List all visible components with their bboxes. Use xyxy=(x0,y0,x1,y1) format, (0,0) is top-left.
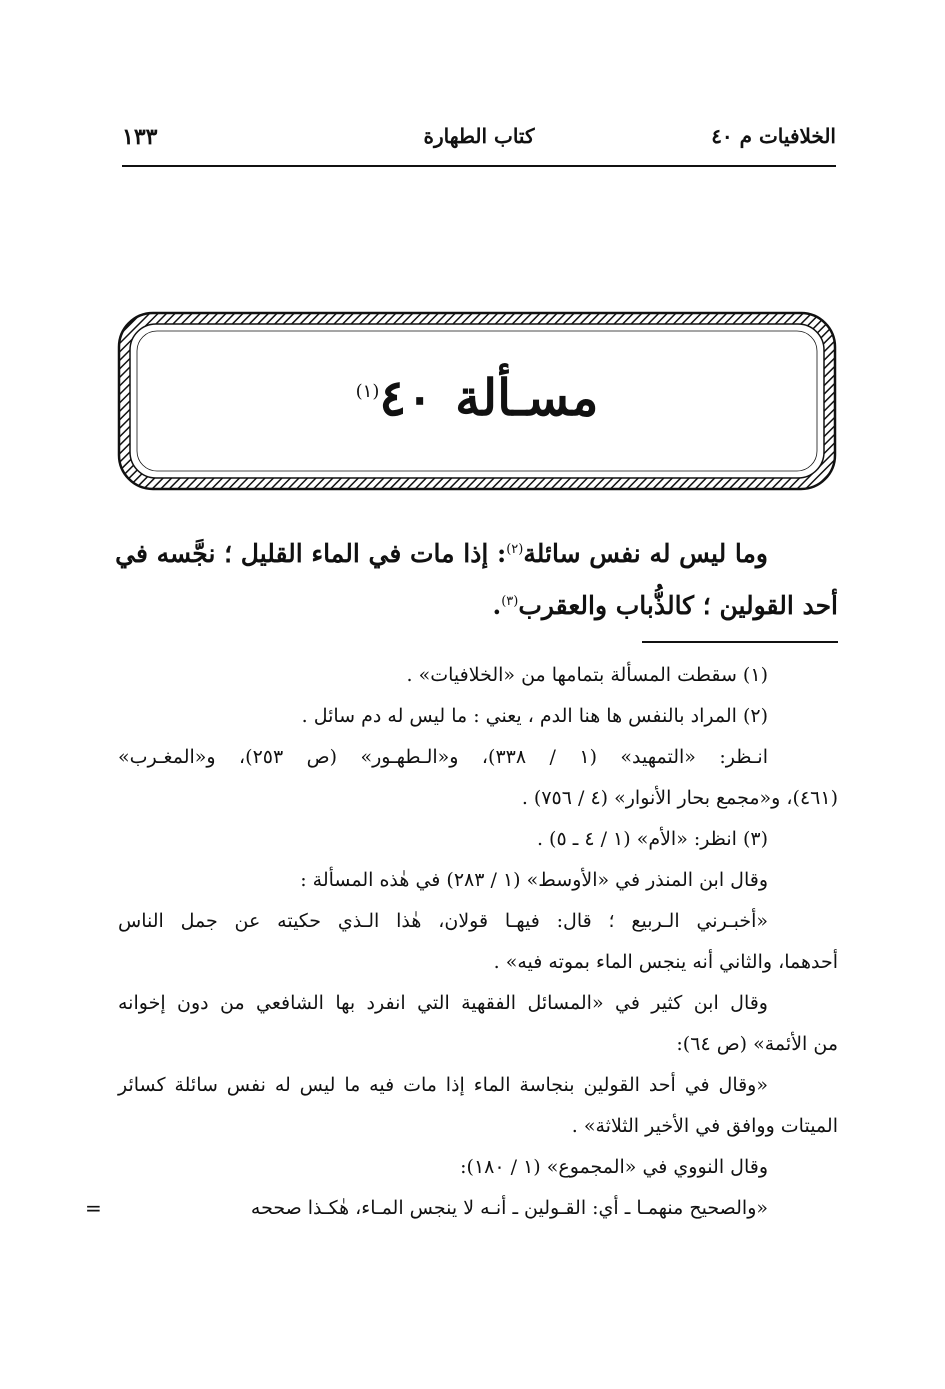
footnotes xyxy=(85,655,838,1229)
footnote-ref-2: (٢) xyxy=(506,542,524,557)
footnote-line-text: «والصحيح منهمـا ـ أي: القـولين ـ أنـه لا ينجس المـاء، هٰكـذا صححه xyxy=(250,1197,768,1219)
main-text-line xyxy=(115,528,838,580)
title-frame xyxy=(117,311,837,491)
footnote-line: (٣) انظر: «الأم» (١ / ٤ ـ ٥) . xyxy=(536,828,768,850)
footnote-line: وقال ابن المنذر في «الأوسط» (١ / ٢٨٣) في هٰذه المسألة : xyxy=(300,869,768,891)
footnote-line-continued xyxy=(85,1188,838,1229)
footnote-separator xyxy=(642,641,838,643)
continuation-mark: = xyxy=(85,1196,102,1220)
footnote-line: من الأئمة» (ص ٦٤): xyxy=(676,1033,838,1055)
main-text-segment: : إذا مات في الماء القليل ؛ نجَّسه في xyxy=(115,539,507,568)
heading-number: ٤٠ xyxy=(379,368,434,427)
header-rule xyxy=(122,165,836,167)
header-book-volume: الخلافيات م ٤٠ xyxy=(711,124,836,148)
footnote-line: (١) سقطت المسألة بتمامها من «الخلافيات» . xyxy=(406,664,768,686)
main-text-segment: . xyxy=(492,591,502,620)
footnote-line: «أخبـرني الـربيع ؛ قال: فيهـا قولان، هٰذا الـذي حكيته عن جمل الناس xyxy=(118,910,768,932)
main-text-segment: أحد القولين ؛ كالذُّباب والعقرب xyxy=(518,591,838,620)
footnote-ref-3: (٣) xyxy=(501,594,519,609)
page-number: ١٣٣ xyxy=(122,124,158,150)
footnote-line: أحدهما، والثاني أنه ينجس الماء بموته فيه» . xyxy=(493,951,838,973)
issue-heading xyxy=(117,363,837,433)
main-text xyxy=(115,528,838,632)
footnote-line: وقال ابن كثير في «المسائل الفقهية التي انفرد بها الشافعي من دون إخوانه xyxy=(118,992,768,1014)
heading-word: مسـألة xyxy=(455,368,599,427)
footnote-line: (٢) المراد بالنفس ها هنا الدم ، يعني : ما ليس له دم سائل . xyxy=(301,705,768,727)
footnote-line: انـظر: «التمهيد» (١ / ٣٣٨)، و«الـطهـور» (ص ٢٥٣)، و«المغـرب» xyxy=(118,746,768,768)
page-header xyxy=(120,118,838,158)
footnote-line: (٤٦١)، و«مجمع بحار الأنوار» (٤ / ٧٥٦) . xyxy=(521,787,838,809)
header-chapter-title: كتاب الطهارة xyxy=(423,124,535,148)
heading-footnote-ref: (١) xyxy=(355,381,380,402)
footnote-line: وقال النووي في «المجموع» (١ / ١٨٠): xyxy=(460,1156,768,1178)
footnote-line: الميتات ووافق في الأخير الثلاثة» . xyxy=(571,1115,838,1137)
main-text-line xyxy=(120,580,838,632)
main-text-segment: وما ليس له نفس سائلة xyxy=(523,539,768,568)
footnote-line: «وقال في أحد القولين بنجاسة الماء إذا مات فيه ما ليس له نفس سائلة كسائر xyxy=(118,1074,768,1096)
